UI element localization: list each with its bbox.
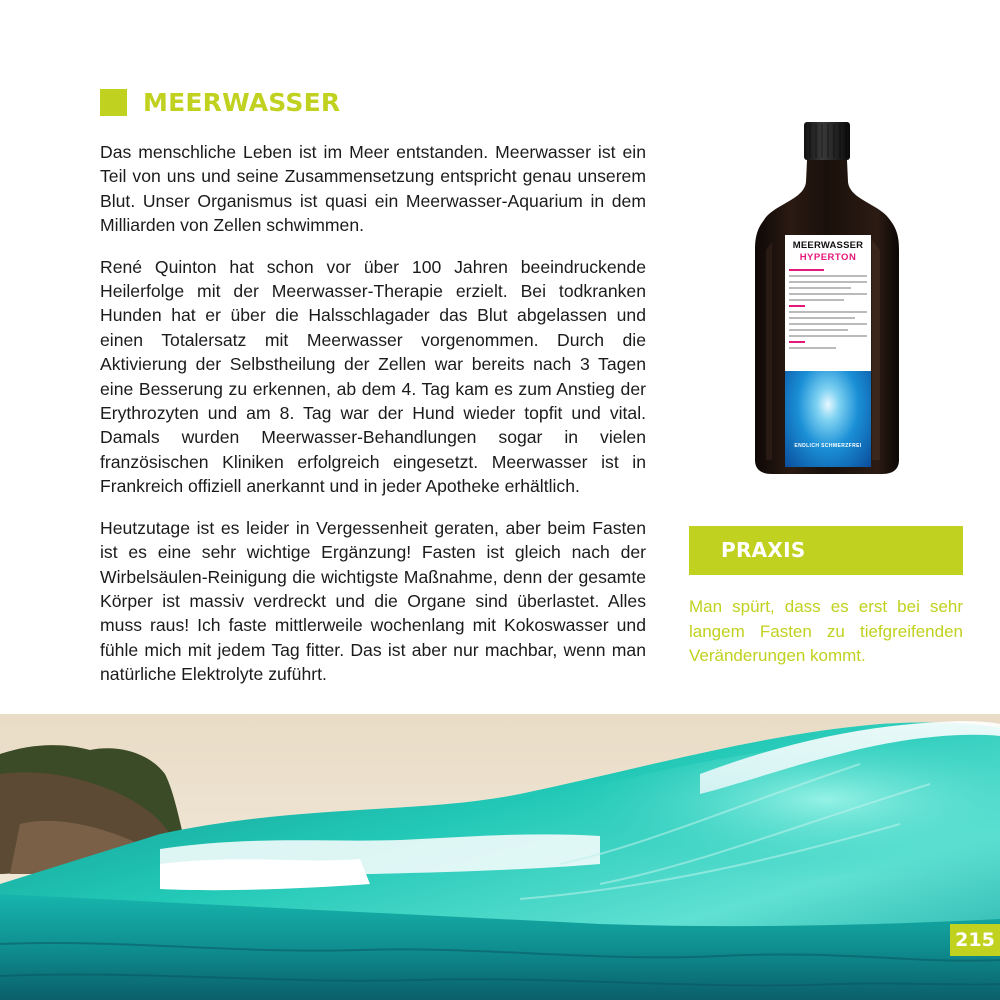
- body-text: [100, 140, 646, 704]
- paragraph: Heutzutage ist es leider in Vergessenheit geraten, aber beim Fasten ist es eine sehr wichtige Ergänzung! Fasten ist gleich nach der Wirbelsäulen-Reinigung die wichtigste Maßnahme, denn der gesamte Körper ist massiv verdreckt und die Organe sind überlastet. Alles muss raus! Ich faste mittlerweile wochenlang mit Kokoswasser und fühle mich mit jedem Tag fitter. Das ist aber nur machbar, wenn man natürliche Elektrolyte zuführt.: [100, 517, 646, 685]
- paragraph: René Quinton hat schon vor über 100 Jahren beeindruckende Heilerfolge mit der Meerwasser-Therapie erzielt. Bei todkranken Hunden hat er über die Halsschlagader das Blut abgelassen und einen Totalersatz mit Meerwasser vorgenommen. Durch die Aktivierung der Selbstheilung der Zellen war bereits nach 3 Tagen eine Besserung zu erkennen, ab dem 4. Tag kam es zum Anstieg der Erythrozyten und am 8. Tag war der Hund wieder topfit und vital. Damals wurden Meerwasser-Behandlungen sogar in vielen französischen Kliniken erfolgreich eingesetzt. Meerwasser ist in Frankreich offiziell anerkannt und in jeder Apotheke erhältlich.: [100, 256, 646, 497]
- praxis-text: Man spürt, dass es erst bei sehr langem Fasten zu tiefgreifenden Veränderungen kommt.: [689, 597, 963, 665]
- praxis-box: [689, 526, 963, 575]
- heading-square-icon: [100, 89, 127, 116]
- bottle-label-water-image: [785, 371, 871, 467]
- bottle-label-title: MEERWASSER: [792, 240, 864, 251]
- bottle-label-subtitle: HYPERTON: [799, 252, 857, 263]
- bottle-label-fineprint: [789, 269, 867, 349]
- praxis-title: PRAXIS: [721, 538, 806, 562]
- paragraph: Das menschliche Leben ist im Meer entstanden. Meerwasser ist ein Teil von uns und seine Zusammensetzung entspricht genau unserem Blut. Unser Organismus ist quasi ein Meerwasser-Aquarium in dem Milliarden von Zellen schwimmen.: [100, 142, 646, 236]
- bottle-label-footer: ENDLICH SCHMERZFREI: [794, 443, 862, 449]
- ocean-wave-image: [0, 714, 1000, 1000]
- section-title: MEERWASSER: [143, 88, 341, 117]
- page-number: 215: [950, 924, 1000, 956]
- section-heading: [100, 88, 340, 117]
- bottle-label: [785, 235, 871, 467]
